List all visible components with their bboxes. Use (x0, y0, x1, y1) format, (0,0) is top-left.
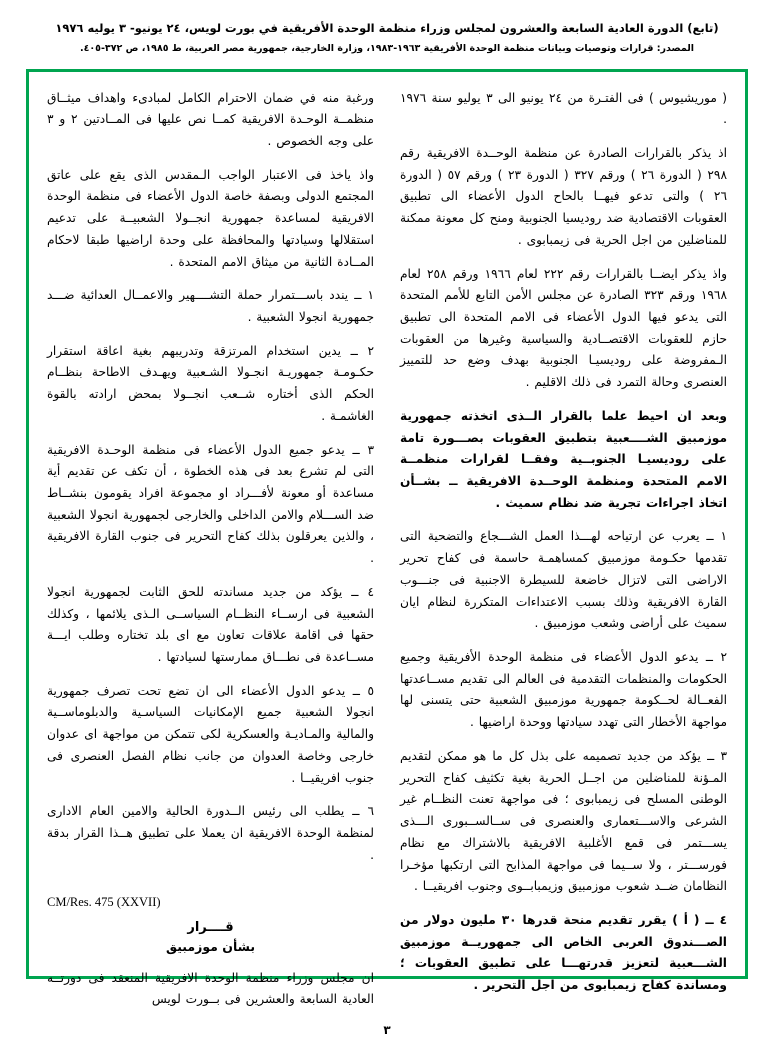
page-number: ٣ (383, 1023, 391, 1037)
paragraph: ٤ ــ يؤكد من جديد مساندته للحق الثابت لجمهورية انجولا الشعبية فى ارســاء النظــام السياســى الـذى يلائمها ، وكذلك حقها فى اقامة علاقات تعاون مع اى بلد تختاره وطلب ايـــة مســاعدة فى نطـــاق ممارستها لسيادتها . (47, 584, 374, 665)
paragraph: ورغبة منه في ضمان الاحترام الكامل لمبادىء واهداف ميثــاق منظمــة الوحـدة الافريقية كمــا نص عليها فى المــادتين ٢ و ٣ على وجه الخصوص . (47, 90, 374, 148)
paragraph: ١ ــ يندد باســـتمرار حملة التشــــهير والاعمــال العدائية ضـــد جمهورية انجولا الشعبية . (47, 288, 374, 324)
paragraph: ٤ ــ ( أ ) يقرر تقديم منحة قدرها ٣٠ مليون دولار من الصـــندوق العربى الخاص الى جمهوريــة موزمبيق الشـــعبية لتعزيز قدرتهـــا على تطبيق العقوبات ؛ ومساندة كفاح زيمبابوى من اجل التحرير . (400, 912, 728, 993)
paragraph: وبعد ان احيط علما بالقرار الــذى اتخذته جمهورية موزمبيق الشــــعبية بتطبيق العقوبات بصـــورة تامة على روديسيـا الجنوبــية وفقــا لقرارات منظمــة الامم المتحدة ومنظمة الوحــدة الافريقية ــ بشــأن اتخاذ اجراءات تجرية ضد نظام سميث . (400, 408, 727, 510)
header-source: المصدر: قرارات وتوصيات وبيانات منظمة الوحدة الأفريقية ١٩٦٣-١٩٨٣، وزارة الخارجية، جمهورية مصر العربية، ط ١٩٨٥، ص ٣٧٢-٤٠٥. (79, 43, 695, 55)
two-column-layout (47, 88, 728, 1007)
paragraph: اذ يذكر بالقرارات الصادرة عن منظمة الوحــدة الافريقية رقم ٢٩٨ ( الدورة ٢٦ ) ورقم ٣٢٧ ( الدورة ٢٣ ) ورقم ٥٧ ( الدورة ٢٦ ) والتى تدعو فيهــا بالحاح الدول الأعضاء الى تطبيق العقوبات الاقتصادية ضد روديسيا الجنوبية ومنح كل معونة ممكنة للمناضلين من اجل الحرية فى زيمبابوى . (400, 145, 728, 247)
paragraph: ٢ ــ يدعو الدول الأعضاء فى منظمة الوحدة الأفريقية وجميع الحكومات والمنظمات التقدمية فى العالم الى تقديم مســاعدتها الفعــالة لحــكومة جمهورية موزمبيق الشعبية حتى يتسنى لها مواجهة الأخطار التى تهدد سيادتها ووحدة اراضيها . (400, 650, 727, 730)
header-title: (تابع) الدورة العادية السابعة والعشرون لمجلس وزراء منظمة الوحدة الأفريقية في بورت لويس، ٢٤ يونيو- ٣ يوليه ١٩٧٦ (55, 21, 719, 35)
paragraph: ( موريشيوس ) فى الفتـرة من ٢٤ يونيو الى ٣ يوليو سنة ١٩٧٦ . (400, 90, 727, 127)
left-column (47, 88, 374, 1007)
content-frame (26, 69, 748, 1007)
right-column (400, 88, 728, 993)
resolution-subject: بشأن موزمبيق (165, 938, 256, 954)
paragraph: ٣ ــ يدعو جميع الدول الأعضاء فى منظمة الوحـدة الافريقية التى لم تشرع بعد فى هذه الخطوة ، أن تكف عن تقديم أية مساعدة أو معونة لأفـــراد او مجموعة افراد يقومون بنشــاط ضد الســـلام والامن الداخلى والخارجى لجمهورية انجولا الشعبية ، والذين يعرقلون بذلك كفاح التحرير فى جنوب القارة الافريقية . (47, 442, 374, 566)
paragraph: ان مجلس وزراء منظمة الوحدة الافريقية المنعقد فى دورتــه العادية السابعة والعشرين فى بــورت لويس (47, 970, 374, 1007)
paragraph: واذ يذكر ايضــا بالقرارات رقم ٢٢٢ لعام ١٩٦٦ ورقم ٢٥٨ لعام ١٩٦٨ ورقم ٣٢٣ الصادرة عن مجلس الأمن التابع للأمم المتحدة التى يدعو فيها الدول الأعضاء فى الامم المتحدة الى تطبيق حازم للعقوبات الاقتصــادية والسياسية وغيرها من العقوبات الـمفروضة على روديسيـا الجنوبية بهدف وضع حد للتمييز العنصرى وحالة التمرد فى ذلك الاقليم . (400, 266, 727, 390)
paragraph: واذ ياخذ فى الاعتبار الواجب الـمقدس الذى يقع على عاتق المجتمع الدولى وبصفة خاصة الدول الأعضاء فى منظمة الوحدة الافريقية لمساعدة جمهورية انجــولا الشعبيــة على تدعيم استقلالها وسيادتها والمحافظة على وحدة اراضيها طبقا لاحكام المــادة الثانية من ميثاق الامم المتحدة . (47, 167, 374, 269)
paragraph: ٦ ــ يطلب الى رئيس الــدورة الحالية والامين العام الادارى لمنظمة الوحدة الافريقية ان يعملا على تطبيق هــذا القرار بدقة . (47, 804, 374, 862)
resolution-code: CM/Res. 475 (XXVII) (47, 894, 161, 909)
paragraph: ١ ــ يعرب عن ارتياحه لهـــذا العمل الشـــجاع والتضحية التى تقدمها حكـومة موزمبيق كمساهمـة حاسمة فى كفاح تحرير الاراضى التى لاتزال خاضعة للسيطرة الاجنبية فى جنـــوب القارة الافريقية وذلك بسبب الاعتداءات المتكررة لنظام ايان سميث على أراضى وشعب موزمبيق . (400, 529, 727, 631)
resolution-title: قــــرار (187, 919, 234, 935)
paragraph: ٣ ــ يؤكد من جديد تصميمه على بذل كل ما هو ممكن لتقديم المـؤنة للمناضلين من اجــل الحرية بغية تكثيف كفاح التحرير الوطنى المسلح فى زيمبابوى ؛ فى مواجهة تعنت النظــام غير الشرعى والاســـتعمارى والعنصرى فى ســالســبورى الـــذى يســـتمر فى قمع الأغلبية الافريقية بالاشتراك مع نظام فورســـتر ، ولا ســيما فى مواجهة المذابح التى ارتكبها مؤخـرا النظامان ضــد شعوب موزمبيق وزيمبابــوى وجنوب افريقيــا . (400, 748, 727, 894)
page-header (26, 20, 748, 57)
paragraph: ٥ ــ يدعو الدول الأعضاء الى ان تضع تحت تصرف جمهورية انجولا الشعبية جميع الإمكانيات السياسـية والدبلوماســية والمالية والمـاديـة والعسكرية لكى تتمكن من مواجهة اى عدوان خارجى وخاصة العدوان من جانب نظام الفصل العنصرى فى جنوب افريقيــا . (47, 683, 374, 785)
paragraph: ٢ ــ يدين استخدام المرتزقة وتدريبهم بغية اعاقة استقرار حكـومـة جمهوريـة انجـولا الشـعبية ويهـدف الاطاحة بنظــام الحكم الذى أختاره شــعب انجــولا بمحض ارادته بالقوة الغاشمـة . (47, 343, 374, 423)
